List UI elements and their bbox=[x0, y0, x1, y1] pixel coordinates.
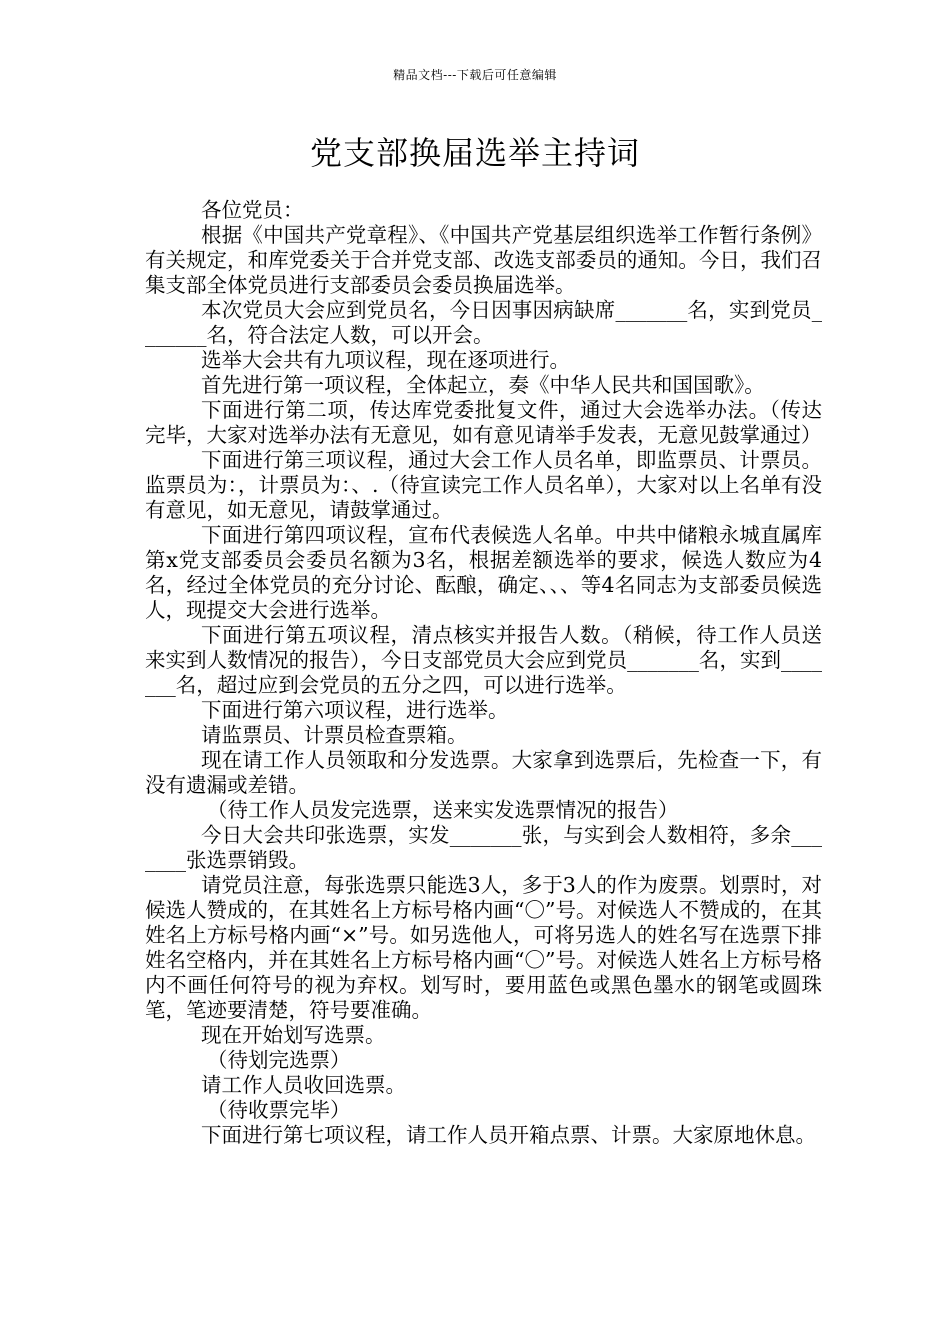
paragraph: 首先进行第一项议程，全体起立，奏《中华人民共和国国歌》。 bbox=[201, 373, 765, 397]
paragraph: 今日大会共印张选票，实发_______张，与实到会人数相符，多余_______张选票销毁。 bbox=[145, 823, 822, 872]
paragraph-greeting: 各位党员： bbox=[201, 198, 304, 222]
paragraph: 下面进行第五项议程，清点核实并报告人数。（稍候，待工作人员送来实到人数情况的报告），今日支部党员大会应到党员_______名，实到_______名，超过应到会党员的五分之四，可以进行选举。 bbox=[145, 623, 822, 697]
paragraph: 下面进行第六项议程，进行选举。 bbox=[201, 698, 509, 722]
paragraph: 选举大会共有九项议程，现在逐项进行。 bbox=[201, 348, 570, 372]
paragraph: 请党员注意，每张选票只能选3人，多于3人的作为废票。划票时，对候选人赞成的，在其姓名上方标号格内画“〇”号。对候选人不赞成的，在其姓名上方标号格内画“×”号。如另选他人，可将另选人的姓名写在选票下排姓名空格内，并在其姓名上方标号格内画“〇”号。对候选人姓名上方标号格内不画任何符号的视为弃权。划写时，要用蓝色或黑色墨水的钢笔或圆珠笔，笔迹要清楚，符号要准确。 bbox=[145, 873, 822, 1022]
paragraph: 请监票员、计票员检查票箱。 bbox=[201, 723, 468, 747]
paragraph: 下面进行第三项议程，通过大会工作人员名单，即监票员、计票员。监票员为：，计票员为：、.（待宣读完工作人员名单），大家对以上名单有没有意见，如无意见，请鼓掌通过。 bbox=[145, 448, 822, 522]
paragraph: 现在请工作人员领取和分发选票。大家拿到选票后，先检查一下，有没有遗漏或差错。 bbox=[145, 748, 822, 797]
document-title: 党支部换届选举主持词 bbox=[309, 134, 640, 172]
paragraph-note: （待收票完毕） bbox=[207, 1098, 351, 1122]
paragraph: 现在开始划写选票。 bbox=[201, 1023, 386, 1047]
paragraph: 下面进行第四项议程，宣布代表候选人名单。中共中储粮永城直属库第x党支部委员会委员名额为3名，根据差额选举的要求，候选人数应为4名，经过全体党员的充分讨论、酝酿，确定、、、等4名同志为支部委员候选人，现提交大会进行选举。 bbox=[145, 523, 822, 622]
paragraph: 请工作人员收回选票。 bbox=[201, 1073, 406, 1097]
paragraph: 本次党员大会应到党员名，今日因事因病缺席_______名，实到党员_______名，符合法定人数，可以开会。 bbox=[145, 298, 822, 347]
paragraph: 下面进行第二项，传达库党委批复文件，通过大会选举办法。（传达完毕，大家对选举办法有无意见，如有意见请举手发表，无意见鼓掌通过） bbox=[145, 398, 822, 447]
paragraph: 根据《中国共产党章程》、《中国共产党基层组织选举工作暂行条例》有关规定，和库党委关于合并党支部、改选支部委员的通知。今日，我们召集支部全体党员进行支部委员会委员换届选举。 bbox=[145, 223, 822, 297]
paragraph-note: （待划完选票） bbox=[207, 1048, 351, 1072]
document-body bbox=[145, 198, 822, 1148]
paragraph: 下面进行第七项议程，请工作人员开箱点票、计票。大家原地休息。 bbox=[201, 1123, 816, 1147]
paragraph-note: （待工作人员发完选票，送来实发选票情况的报告） bbox=[207, 798, 679, 822]
page-header: 精品文档---下载后可任意编辑 bbox=[393, 68, 557, 82]
